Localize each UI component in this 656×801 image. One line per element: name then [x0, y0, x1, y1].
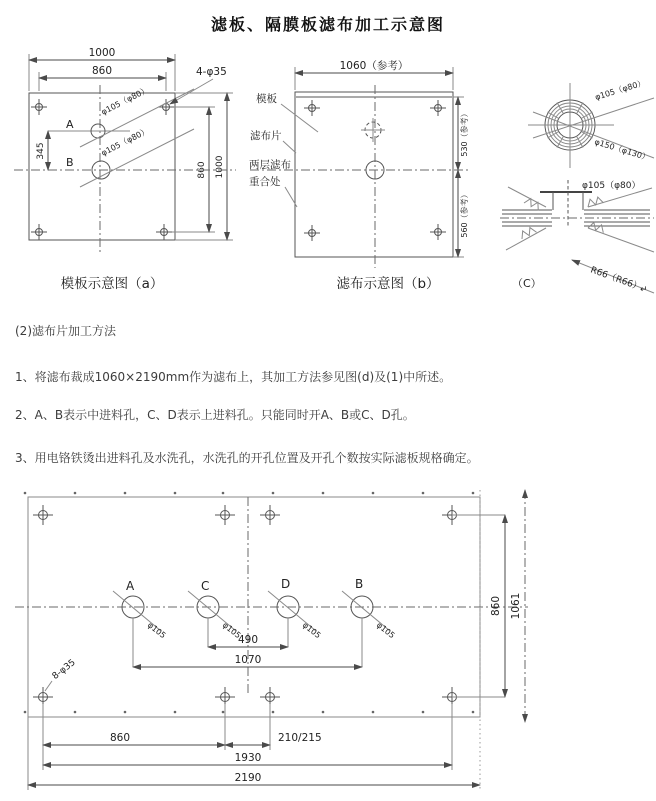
feed-hole-B [342, 577, 397, 667]
overlap-label-line2: 重合处 [249, 176, 281, 188]
template-leader-label: 模板 [256, 93, 277, 105]
corner-holes-label-a: 4-φ35 [196, 66, 227, 78]
dim-a-width-bolts: 860 [91, 65, 113, 77]
hole-a-diameter-label: φ105（φ80） [99, 85, 151, 117]
feed-hole-A-letter: A [126, 579, 135, 593]
section-radius-label: R66（R66） [588, 265, 643, 294]
note-item-1: 1、将滤布裁成1060×2190mm作为滤布上，其加工方法参见图(d)及(1)中所述。 [15, 370, 452, 384]
dim-d-cd: 490 [237, 634, 259, 646]
note-item-2: 2、A、B表示中进料孔，C、D表示上进料孔。只能同时开A、B或C、D孔。 [15, 408, 415, 422]
section-diameter-label: φ105（φ80） [582, 181, 641, 191]
diagram-d [15, 490, 528, 790]
top-drawings-svg [0, 40, 656, 308]
caption-b: 滤布示意图（b） [336, 276, 440, 292]
return-mark: ↵ [640, 285, 648, 295]
feed-hole-B-dia: φ105 [374, 620, 397, 641]
feed-hole-A-dia: φ105 [145, 620, 168, 641]
hole-b-diameter-label: φ105（φ80） [99, 126, 151, 158]
dim-b-upper: 530（参考） [460, 109, 469, 157]
detail-section-c [500, 180, 654, 295]
feed-hole-C [188, 579, 243, 647]
note-item-3: 3、用电铬铁烫出进料孔及水洗孔，水洗孔的开孔位置及开孔个数按实际滤板规格确定。 [15, 451, 479, 465]
dim-d-2190: 2190 [234, 772, 262, 784]
detail-stitched-hole [528, 78, 654, 168]
dim-a-ab-spacing: 345 [36, 142, 46, 160]
dim-d-1061-right: 1061 [510, 592, 522, 620]
edge-stitch-dots [24, 492, 475, 714]
section-caption: （C） [512, 277, 542, 290]
dim-d-1930: 1930 [234, 752, 262, 764]
feed-hole-C-dia: φ105 [220, 620, 243, 641]
hole-b-letter: B [66, 156, 74, 169]
diagram-a [14, 47, 236, 292]
bottom-drawing-svg [0, 485, 656, 801]
feed-hole-C-letter: C [201, 579, 210, 593]
dim-a-height-bolts: 860 [197, 161, 207, 179]
dim-d-ab: 1070 [234, 654, 262, 666]
notes-heading: (2)滤布片加工方法 [15, 324, 116, 338]
feed-hole-B-letter: B [355, 577, 364, 591]
feed-hole-A [113, 579, 168, 667]
detail-hole-outer-label: φ150（φ130） [593, 137, 651, 163]
feed-hole-D [268, 577, 323, 647]
dim-a-height-total: 1000 [215, 155, 225, 179]
corner-holes-label-d: 8-φ35 [50, 657, 78, 682]
page-title: 滤板、隔膜板滤布加工示意图 [210, 15, 445, 34]
diagram-b [249, 59, 470, 292]
detail-hole-inner-label: φ105（φ80） [593, 78, 647, 102]
caption-a: 模板示意图（a） [60, 276, 164, 292]
hole-a-letter: A [66, 118, 74, 131]
cloth-outline-b [295, 92, 453, 257]
dim-b-width: 1060（参考） [339, 60, 409, 72]
dim-d-offset: 210/215 [278, 732, 322, 744]
feed-hole-D-letter: D [281, 577, 291, 591]
dim-b-lower: 560（参考） [460, 190, 469, 238]
cloth-piece-leader-label: 滤布片 [250, 130, 282, 142]
dim-d-860-right: 860 [490, 595, 502, 617]
feed-hole-D-dia: φ105 [300, 620, 323, 641]
overlap-label-line1: 两层滤布 [249, 159, 291, 171]
dim-a-width-total: 1000 [88, 47, 116, 59]
dim-d-860-bottom: 860 [109, 732, 131, 744]
